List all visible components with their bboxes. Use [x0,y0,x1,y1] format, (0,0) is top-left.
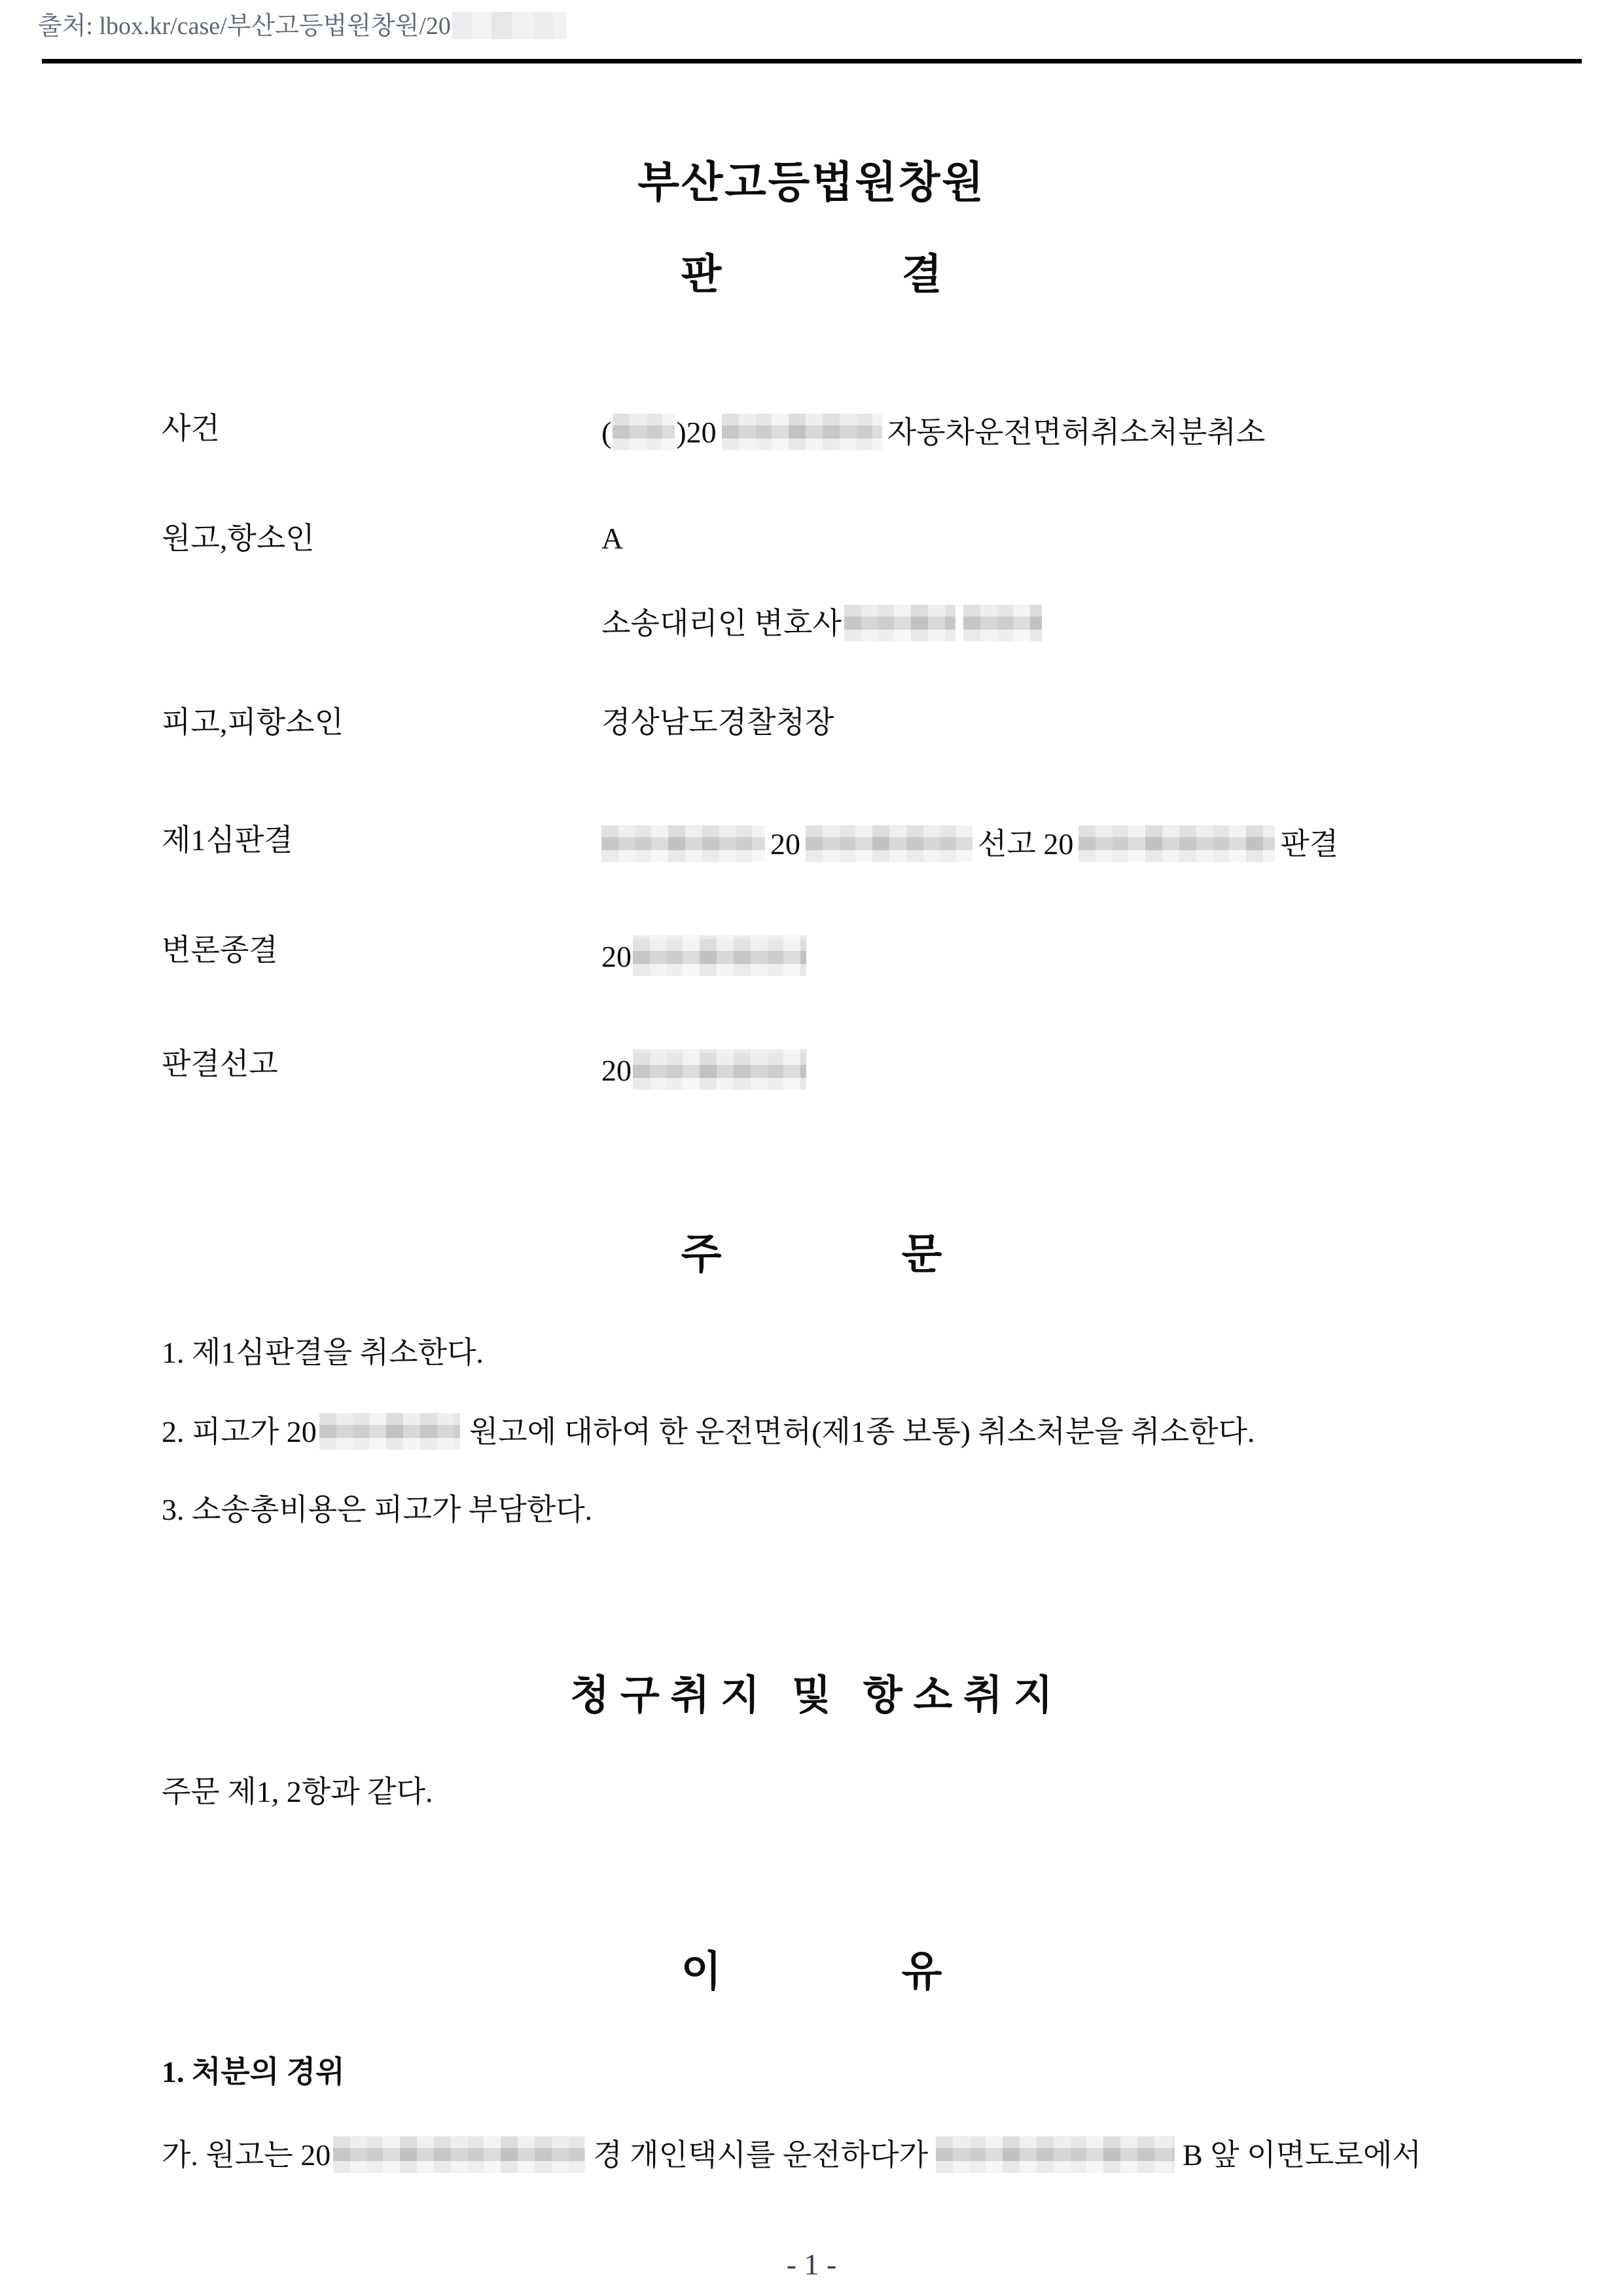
first-trial-suffix: 판결 [1280,827,1339,861]
first-trial-label: 제1심판결 [162,823,293,857]
hearing-closed-year: 20 [601,940,632,973]
first-trial-year: 20 [770,827,800,861]
redaction-box [319,1413,460,1450]
hearing-closed-label: 변론종결 [162,933,278,967]
plaintiff-row [162,524,1461,554]
redaction-box [633,935,806,976]
first-trial-value [601,825,1461,862]
court-name: 부산고등법원창원 [637,159,986,207]
redaction-box [1079,825,1275,862]
sentencing-year: 20 [601,1054,632,1087]
order-item-2-suffix: 원고에 대하여 한 운전면허(제1종 보통) 취소처분을 취소한다. [469,1415,1255,1448]
redaction-box [936,2136,1175,2173]
redaction-box [806,825,972,862]
defendant-value: 경상남도경찰청장 [601,706,834,739]
reason-para-prefix: 가. 원고는 20 [162,2138,331,2172]
attorney-row [162,605,1461,641]
hearing-closed-value [601,935,1461,976]
plaintiff-label: 원고,항소인 [162,522,315,555]
redaction-box [963,605,1042,641]
reason-paragraph [162,2136,1461,2173]
sentencing-value [601,1049,1461,1090]
order-items [162,1338,1461,1525]
page-number: - 1 - [786,2248,837,2281]
case-label: 사건 [162,412,220,445]
document-body [0,414,1623,2173]
claim-body: 주문 제1, 2항과 같다. [162,1775,433,1808]
order-item-2-prefix: 2. 피고가 20 [162,1415,317,1448]
plaintiff-value: A [601,522,624,555]
header-divider [42,59,1582,63]
hearing-closed-row [162,935,1461,976]
first-trial-row [162,825,1461,862]
source-line [0,0,1623,42]
redaction-box [633,1049,806,1090]
redaction-box [844,605,955,641]
case-open-paren: ( [601,416,612,449]
defendant-label: 피고,피항소인 [162,706,344,739]
redaction-box [601,825,765,862]
order-item-2 [162,1413,1461,1450]
case-row [162,414,1461,450]
order-item-3: 3. 소송총비용은 피고가 부담한다. [162,1493,593,1526]
attorney-spacer [162,605,601,641]
reason-subheading: 1. 처분의 경위 [162,2055,345,2089]
reason-para-suffix: B 앞 이면도로에서 [1183,2138,1421,2172]
redaction-box [613,414,675,450]
case-number-prefix: )20 [676,416,717,449]
sentencing-row [162,1049,1461,1090]
defendant-row [162,708,1461,738]
first-trial-mid: 선고 20 [978,827,1074,861]
reason-para-mid: 경 개인택시를 운전하다가 [593,2138,929,2172]
case-name: 자동차운전면허취소처분취소 [887,416,1266,449]
claim-heading: 청구취지 및 항소취지 [570,1674,1064,1718]
reason-heading: 이유 [681,1948,1122,1995]
doc-type-heading: 판결 [681,251,1122,298]
redaction-box [722,414,882,450]
attorney-text: 소송대리인 변호사 [601,607,842,640]
case-info [162,414,1461,1090]
order-heading: 주문 [681,1231,1122,1278]
source-url-text: 출처: lbox.kr/case/부산고등법원창원/20 [38,12,451,40]
order-item-1: 1. 제1심판결을 취소한다. [162,1336,484,1369]
sentencing-label: 판결선고 [162,1047,278,1081]
case-value [601,414,1461,450]
redaction-box [452,12,567,39]
attorney-value [601,605,1461,641]
redaction-box [333,2136,585,2173]
